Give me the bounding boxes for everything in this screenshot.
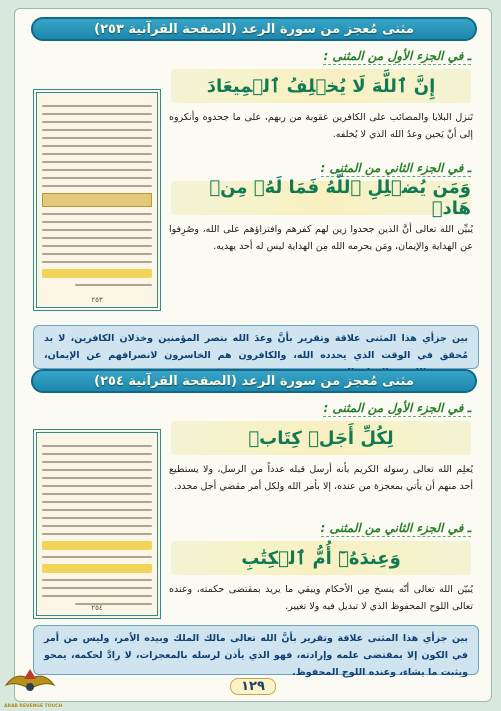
summary-box: بين جزأي هذا المثنى علاقة وتقرير بأنَّ وعدَ الله بنصر المؤمنين وخذلان الكافرين، لا بد مُحقق في الوقت الذي يحدده الله، والكافرون هم الخاسرون لانصرافهم عن الإيمان، xyxy=(33,325,479,369)
mushaf-page-number: ٢٥٣ xyxy=(91,296,103,304)
explanation-paragraph: يُبيّن الله تعالى أنّه ينسخ مِن الأحكام ويبقي ما يريد بمقتضى حكمته، وعنده تعالى اللوح المحفوظ الذي لا تبديل فيه ولا تغيير. xyxy=(169,584,473,612)
explanation-paragraph: يُبيِّن الله تعالى أنَّ الذين جحدوا زين لهم كفرهم وافتراؤهم على الله، وصُرِفوا عن الهداية والإيمان، ومَن يحرمه الله مِن الهداية ليس له أحد يهديه. xyxy=(169,224,473,252)
mushaf-page-number: ٢٥٤ xyxy=(91,604,103,612)
section-heading-part2: ـ في الجزء الثاني من المثنى : xyxy=(320,161,471,175)
book-page xyxy=(14,8,492,702)
ayah-box: لِكُلِّ أَجَلٖ كِتَابٞ xyxy=(171,421,471,455)
sura-header-band xyxy=(42,193,152,207)
ayah-box: وَمَن يُضۡلِلِ ٱللَّهُ فَمَا لَهُۥ مِنۡ هَادٖ xyxy=(171,181,471,215)
logo-caption: ARAB REVENGE TOUCH xyxy=(4,704,63,709)
logo-icon xyxy=(2,665,58,705)
mushaf-page-thumbnail-253 xyxy=(33,89,161,311)
section-banner-253: مثنى مُعجز من سورة الرعد (الصفحة القرآنية ٢٥٣) xyxy=(31,17,477,41)
highlighted-ayah xyxy=(42,269,152,278)
page-number: ١٢٩ xyxy=(230,678,276,695)
explanation-paragraph: يُعلِم الله تعالى رسوله الكريم بأنه أرسل قبله عدداً من الرسل، ولا يستطيع أحد منهم أن يأتي بمعجزة من عنده، إلا بأمر الله ولكل أمر مقضي أجل محدد. xyxy=(169,464,473,492)
section-banner-254: مثنى مُعجز من سورة الرعد (الصفحة القرآنية ٢٥٤) xyxy=(31,369,477,393)
summary-box: بين جزأي هذا المثنى علاقة وتقرير بأنَّ الله تعالى مالك الملك وبيده الأمر، وليس من أمر في الكون إلا بمقتضى علمه وإرادته، فهو الذي يأذن لرسله بالمعجزات، لا رادَّ لحكمه، يمحو ويثبت ما يشاء، وعنده اللوح المحفوظ. xyxy=(33,625,479,675)
section-heading-part1: ـ في الجزء الأول من المثنى : xyxy=(323,401,471,415)
section-heading-part2: ـ في الجزء الثاني من المثنى : xyxy=(320,521,471,535)
explanation-paragraph: تَنزل البلايا والمصائب على الكافرين عقوبة من ربهم، على ما جحدوه وأنكروه إلى أنْ يَحين وعدُ الله الذي لا يُخلفه. xyxy=(169,112,473,140)
ayah-box: إِنَّ ٱللَّهَ لَا يُخۡلِفُ ٱلۡمِيعَادَ xyxy=(171,69,471,103)
highlighted-ayah xyxy=(42,564,152,573)
section-heading-part1: ـ في الجزء الأول من المثنى : xyxy=(323,49,471,63)
mushaf-page-thumbnail-254 xyxy=(33,429,161,619)
highlighted-ayah xyxy=(42,541,152,550)
ayah-box: وَعِندَهُۥٓ أُمُّ ٱلۡكِتَٰبِ xyxy=(171,541,471,575)
